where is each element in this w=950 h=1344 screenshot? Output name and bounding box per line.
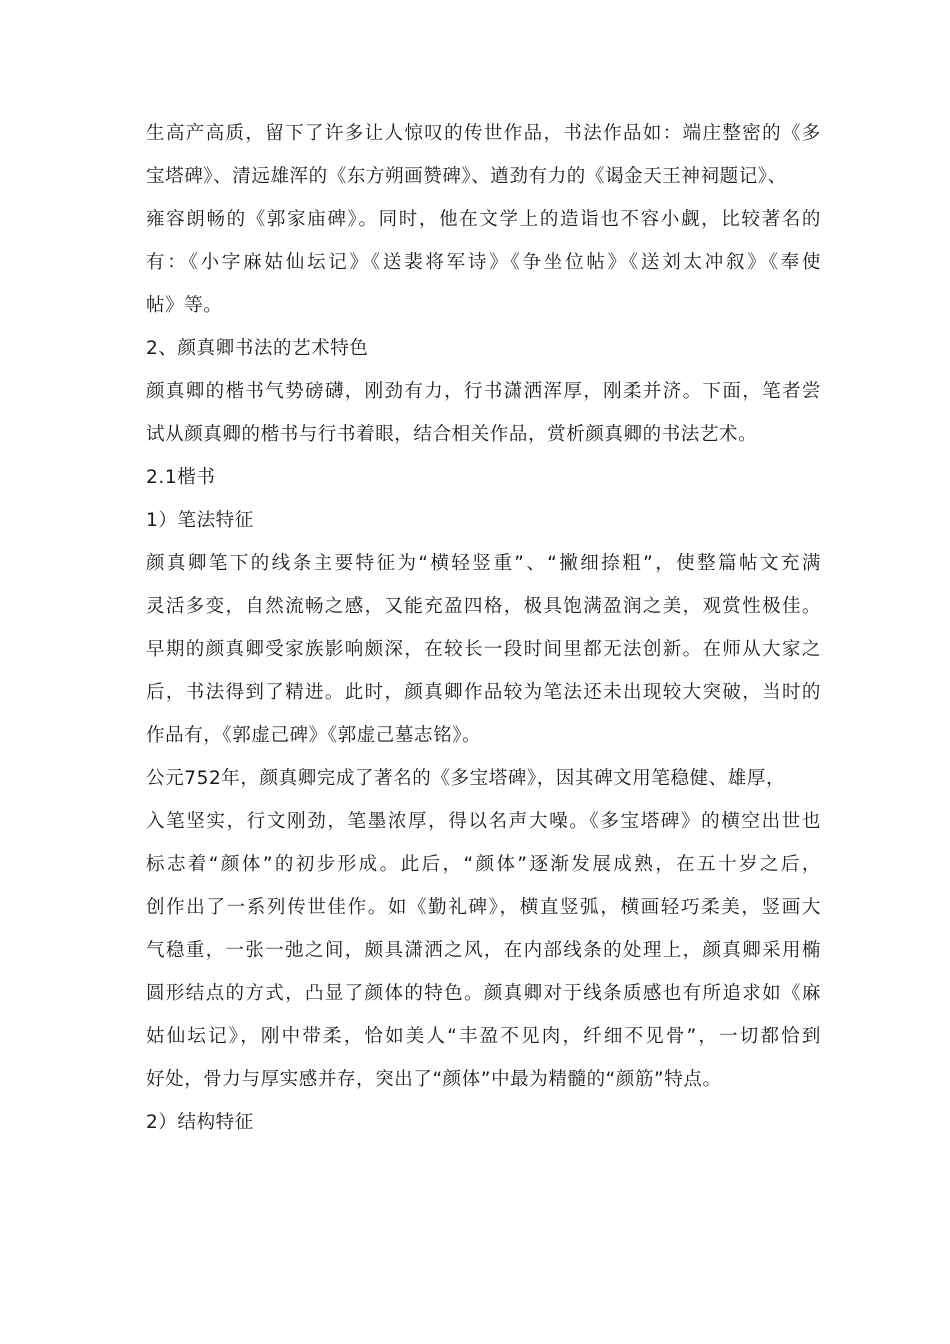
text-line: 气稳重，一张一弛之间，颇具潇洒之风，在内部线条的处理上，颜真卿采用椭	[146, 940, 821, 961]
text-line: 2.1楷书	[146, 467, 216, 488]
text-line: 雍容朗畅的《郭家庙碑》。同时，他在文学上的造诣也不容小觑，比较著名的	[146, 209, 821, 230]
text-line: 试从颜真卿的楷书与行书着眼，结合相关作品，赏析颜真卿的书法艺术。	[146, 424, 758, 445]
text-line: 入笔坚实，行文刚劲，笔墨浓厚，得以名声大噪。《多宝塔碑》的横空出世也	[146, 811, 821, 832]
text-line: 早期的颜真卿受家族影响颇深，在较长一段时间里都无法创新。在师从大家之	[146, 639, 821, 660]
text-line: 圆形结点的方式，凸显了颜体的特色。颜真卿对于线条质感也有所追求如《麻	[146, 983, 821, 1004]
text-line: 创作出了一系列传世佳作。如《勤礼碑》，横直竖弧，横画轻巧柔美，竖画大	[146, 897, 821, 918]
text-line: 标志着“颜体”的初步形成。此后，“颜体”逐渐发展成熟，在五十岁之后，	[146, 854, 821, 875]
text-line: 1）笔法特征	[146, 510, 254, 531]
text-line: 有：《小字麻姑仙坛记》《送裴将军诗》《争坐位帖》《送刘太冲叙》《奉使	[146, 252, 821, 273]
text-line: 公元752年，颜真卿完成了著名的《多宝塔碑》，因其碑文用笔稳健、雄厚，	[146, 768, 786, 789]
text-line: 后，书法得到了精进。此时，颜真卿作品较为笔法还未出现较大突破，当时的	[146, 682, 821, 703]
text-line: 宝塔碑》、清远雄浑的《东方朔画赞碑》、遒劲有力的《谒金天王神祠题记》、	[146, 166, 787, 187]
text-line: 2、颜真卿书法的艺术特色	[146, 338, 369, 359]
text-line: 生高产高质，留下了许多让人惊叹的传世作品，书法作品如：端庄整密的《多	[146, 123, 821, 144]
text-line: 灵活多变，自然流畅之感，又能充盈四格，极具饱满盈润之美，观赏性极佳。	[146, 596, 821, 617]
text-line: 好处，骨力与厚实感并存，突出了“颜体”中最为精髓的“颜筋”特点。	[146, 1069, 722, 1090]
text-line: 作品有，《郭虚己碑》《郭虚己墓志铭》。	[146, 725, 482, 746]
text-line: 2）结构特征	[146, 1112, 254, 1133]
text-line: 帖》等。	[146, 295, 223, 316]
text-line: 姑仙坛记》，刚中带柔，恰如美人“丰盈不见肉，纤细不见骨”，一切都恰到	[146, 1026, 821, 1047]
document-body	[146, 112, 821, 1144]
text-line: 颜真卿的楷书气势磅礴，刚劲有力，行书潇洒浑厚，刚柔并济。下面，笔者尝	[146, 381, 821, 402]
text-line: 颜真卿笔下的线条主要特征为“横轻竖重”、“撇细捺粗”，使整篇帖文充满	[146, 553, 821, 574]
